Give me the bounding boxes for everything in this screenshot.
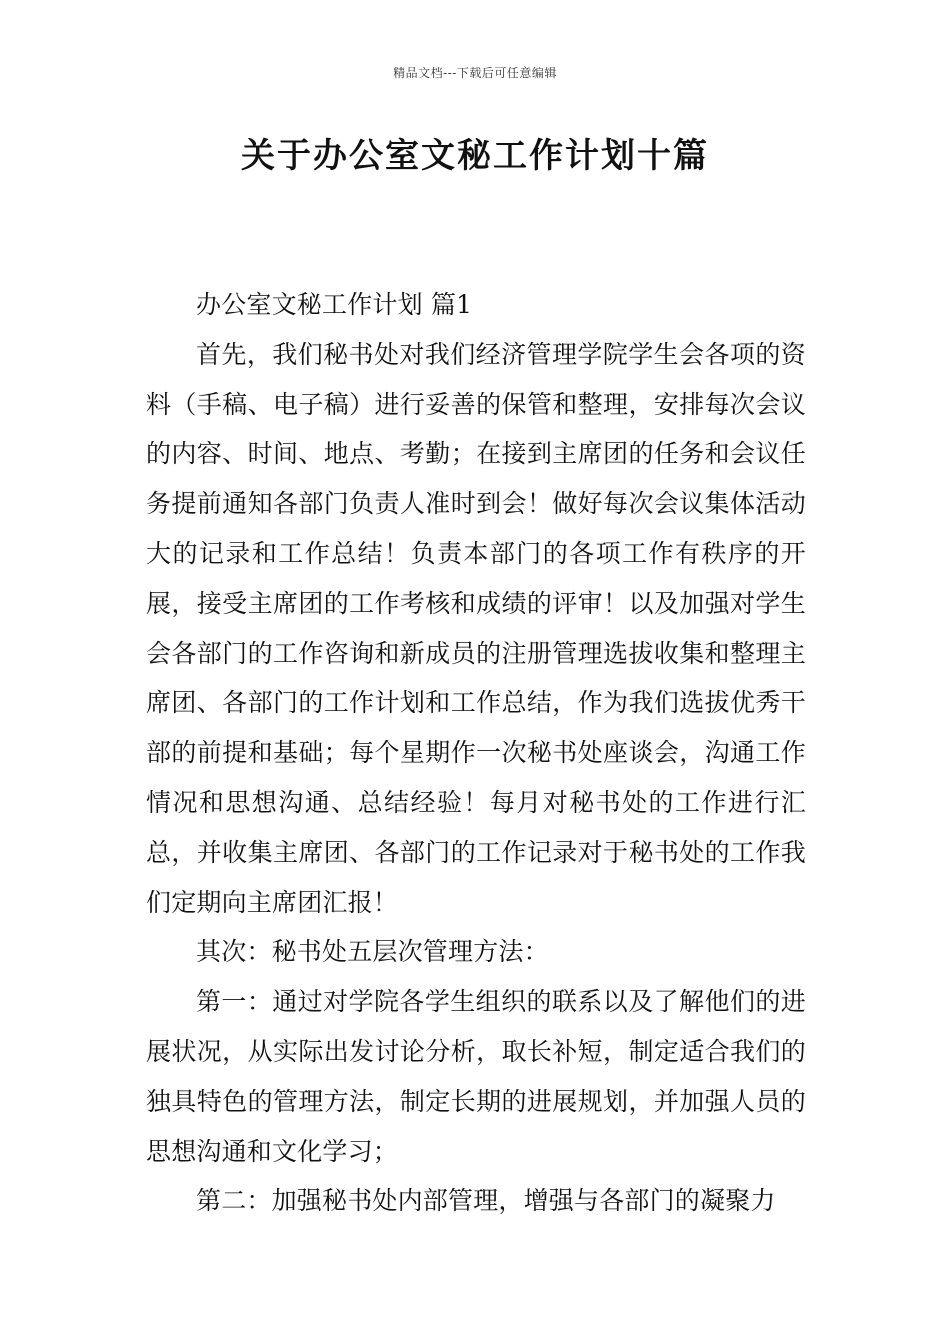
paragraph-point-two: 第二：加强秘书处内部管理，增强与各部门的凝聚力 — [196, 1186, 776, 1216]
document-body — [146, 280, 806, 1226]
document-title: 关于办公室文秘工作计划十篇 — [241, 136, 709, 176]
paragraph-second-heading: 其次：秘书处五层次管理方法： — [196, 937, 549, 967]
page-header-note: 精品文档---下载后可任意编辑 — [393, 66, 557, 80]
paragraph-first: 首先，我们秘书处对我们经济管理学院学生会各项的资料（手稿、电子稿）进行妥善的保管和整理，安排每次会议的内容、时间、地点、考勤；在接到主席团的任务和会议任务提前通知各部门负责人准时到会！做好每次会议集体活动大的记录和工作总结！负责本部门的各项工作有秩序的开展，接受主席团的工作考核和成绩的评审！以及加强对学生会各部门的工作咨询和新成员的注册管理选拔收集和整理主席团、各部门的工作计划和工作总结，作为我们选拔优秀干部的前提和基础；每个星期作一次秘书处座谈会，沟通工作情况和思想沟通、总结经验！每月对秘书处的工作进行汇总，并收集主席团、各部门的工作记录对于秘书处的工作我们定期向主席团汇报！ — [146, 339, 806, 917]
paragraph-point-one: 第一：通过对学院各学生组织的联系以及了解他们的进展状况，从实际出发讨论分析，取长补短，制定适合我们的独具特色的管理方法，制定长期的进展规划，并加强人员的思想沟通和文化学习； — [146, 987, 806, 1166]
section-heading: 办公室文秘工作计划 篇1 — [196, 290, 473, 319]
